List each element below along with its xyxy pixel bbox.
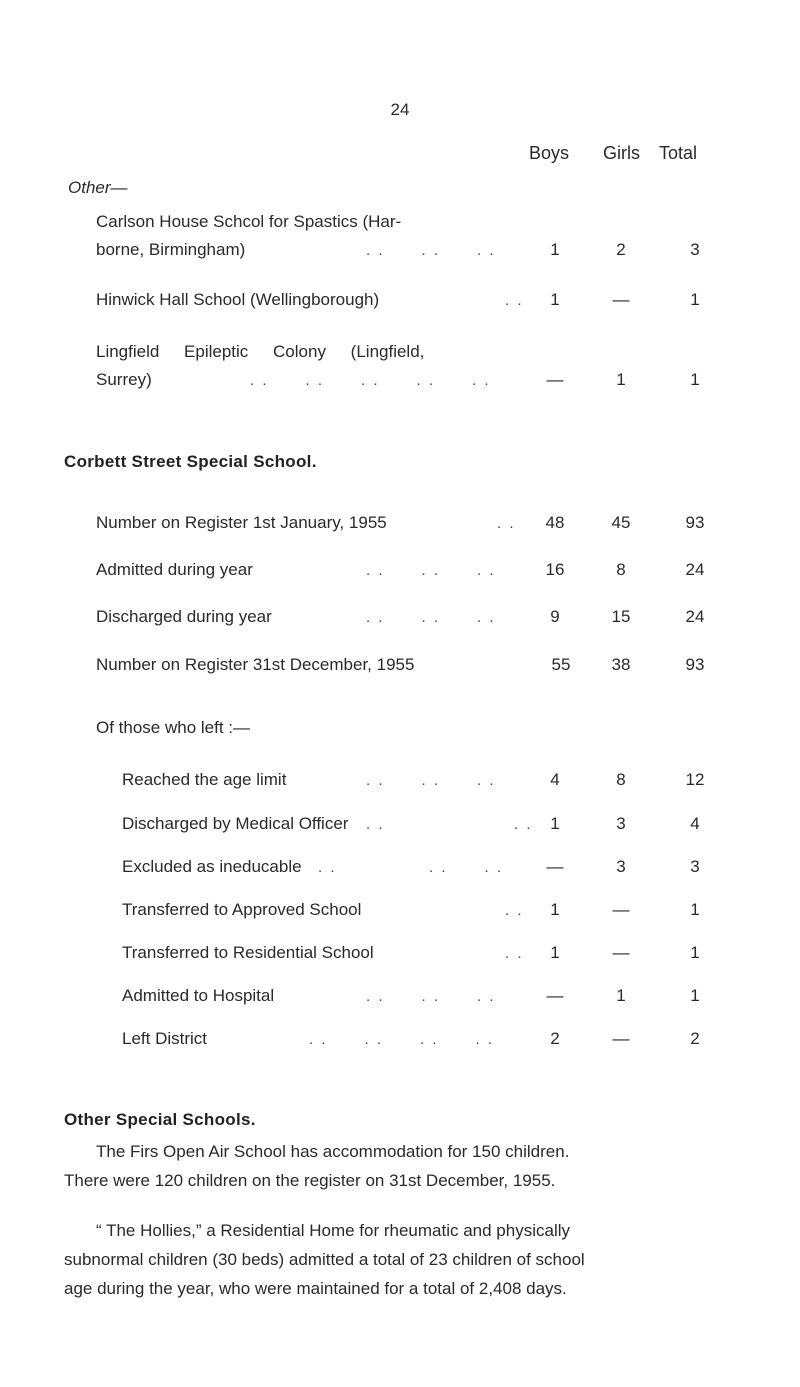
corbett-row-boys: 16 <box>545 560 565 579</box>
left-row-label: Excluded as ineducable <box>122 857 302 876</box>
carlson-boys: 1 <box>550 240 560 259</box>
left-row-total: 4 <box>690 814 700 833</box>
left-row-boys: 1 <box>550 814 560 833</box>
column-header-girls: Girls <box>603 143 640 163</box>
leader-dots: . . . . . . <box>366 562 496 579</box>
left-row-total: 12 <box>685 770 705 789</box>
column-header-total: Total <box>659 143 698 163</box>
left-row-label: Reached the age limit <box>122 770 287 789</box>
left-row-boys: — <box>546 986 564 1005</box>
lingfield-label-line2: Surrey) <box>96 370 152 389</box>
corbett-row-label: Number on Register 31st December, 1955 <box>96 655 415 674</box>
left-row-boys: 1 <box>550 943 560 962</box>
para2-line2: subnormal children (30 beds) admitted a total of 23 children of school <box>64 1250 585 1269</box>
corbett-row-boys: 48 <box>545 513 565 532</box>
leader-dots: . . . . . . <box>366 609 496 626</box>
corbett-row-label: Number on Register 1st January, 1955 <box>96 513 387 532</box>
left-row-girls: 3 <box>616 857 626 876</box>
leader-dots: . . . . . . . . <box>309 1031 495 1048</box>
left-row-label: Admitted to Hospital <box>122 986 275 1005</box>
hinwick-girls: — <box>612 290 630 309</box>
left-row-total: 2 <box>690 1029 700 1048</box>
corbett-row-girls: 8 <box>616 560 626 579</box>
corbett-row-label: Admitted during year <box>96 560 253 579</box>
left-row-label: Discharged by Medical Officer <box>122 814 349 833</box>
para2-line3: age during the year, who were maintained for a total of 2,408 days. <box>64 1279 567 1298</box>
corbett-row-girls: 45 <box>611 513 631 532</box>
leader-dots: . . . . . . <box>366 242 496 259</box>
other-special-heading: Other Special Schools. <box>64 1110 256 1129</box>
left-row-girls: — <box>612 943 630 962</box>
left-row-girls: — <box>612 900 630 919</box>
corbett-row-boys: 55 <box>551 655 571 674</box>
lingfield-label-line1: Lingfield Epileptic Colony (Lingfield, <box>96 342 425 361</box>
left-row-label: Transferred to Approved School <box>122 900 362 919</box>
leader-dots: . . . . . . <box>366 772 496 789</box>
carlson-total: 3 <box>690 240 700 259</box>
leader-dots: . . <box>497 515 516 532</box>
leader-dots: . . <box>505 292 524 309</box>
corbett-row-boys: 9 <box>550 607 560 626</box>
leader-dots: . . . . . . <box>318 859 504 876</box>
left-row-total: 3 <box>690 857 700 876</box>
lingfield-girls: 1 <box>616 370 626 389</box>
left-row-girls: 1 <box>616 986 626 1005</box>
para2-line1: “ The Hollies,” a Residential Home for rheumatic and physically <box>96 1221 570 1240</box>
left-row-label: Left District <box>122 1029 208 1048</box>
corbett-row-label: Discharged during year <box>96 607 272 626</box>
leader-dots: . . . . . . . . . . <box>250 372 491 389</box>
hinwick-total: 1 <box>690 290 700 309</box>
leader-dots: . . . . <box>366 816 533 833</box>
left-row-total: 1 <box>690 943 700 962</box>
hinwick-label: Hinwick Hall School (Wellingborough) <box>96 290 380 309</box>
left-row-girls: 8 <box>616 770 626 789</box>
carlson-label-line2: borne, Birmingham) <box>96 240 246 259</box>
left-row-boys: 4 <box>550 770 560 789</box>
para1-line2: There were 120 children on the register on 31st December, 1955. <box>64 1171 556 1190</box>
corbett-row-total: 24 <box>685 607 705 626</box>
corbett-row-total: 24 <box>685 560 705 579</box>
corbett-row-girls: 15 <box>611 607 631 626</box>
lingfield-total: 1 <box>690 370 700 389</box>
left-row-label: Transferred to Residential School <box>122 943 374 962</box>
corbett-row-total: 93 <box>685 655 705 674</box>
para1-line1: The Firs Open Air School has accommodation for 150 children. <box>96 1142 570 1161</box>
corbett-heading: Corbett Street Special School. <box>64 452 317 471</box>
left-row-girls: 3 <box>616 814 626 833</box>
carlson-girls: 2 <box>616 240 626 259</box>
page-number: 24 <box>390 100 410 119</box>
left-subheading: Of those who left :— <box>96 718 251 737</box>
left-row-boys: — <box>546 857 564 876</box>
corbett-row-total: 93 <box>685 513 705 532</box>
left-row-boys: 1 <box>550 900 560 919</box>
leader-dots: . . . . . . <box>366 988 496 1005</box>
corbett-row-girls: 38 <box>611 655 631 674</box>
hinwick-boys: 1 <box>550 290 560 309</box>
left-row-girls: — <box>612 1029 630 1048</box>
column-header-boys: Boys <box>529 143 570 163</box>
carlson-label-line1: Carlson House Schcol for Spastics (Har- <box>96 212 402 231</box>
lingfield-boys: — <box>546 370 564 389</box>
leader-dots: . . <box>505 902 524 919</box>
leader-dots: . . <box>505 945 524 962</box>
left-row-total: 1 <box>690 986 700 1005</box>
other-section-label: Other— <box>68 178 128 197</box>
left-row-boys: 2 <box>550 1029 560 1048</box>
left-row-total: 1 <box>690 900 700 919</box>
